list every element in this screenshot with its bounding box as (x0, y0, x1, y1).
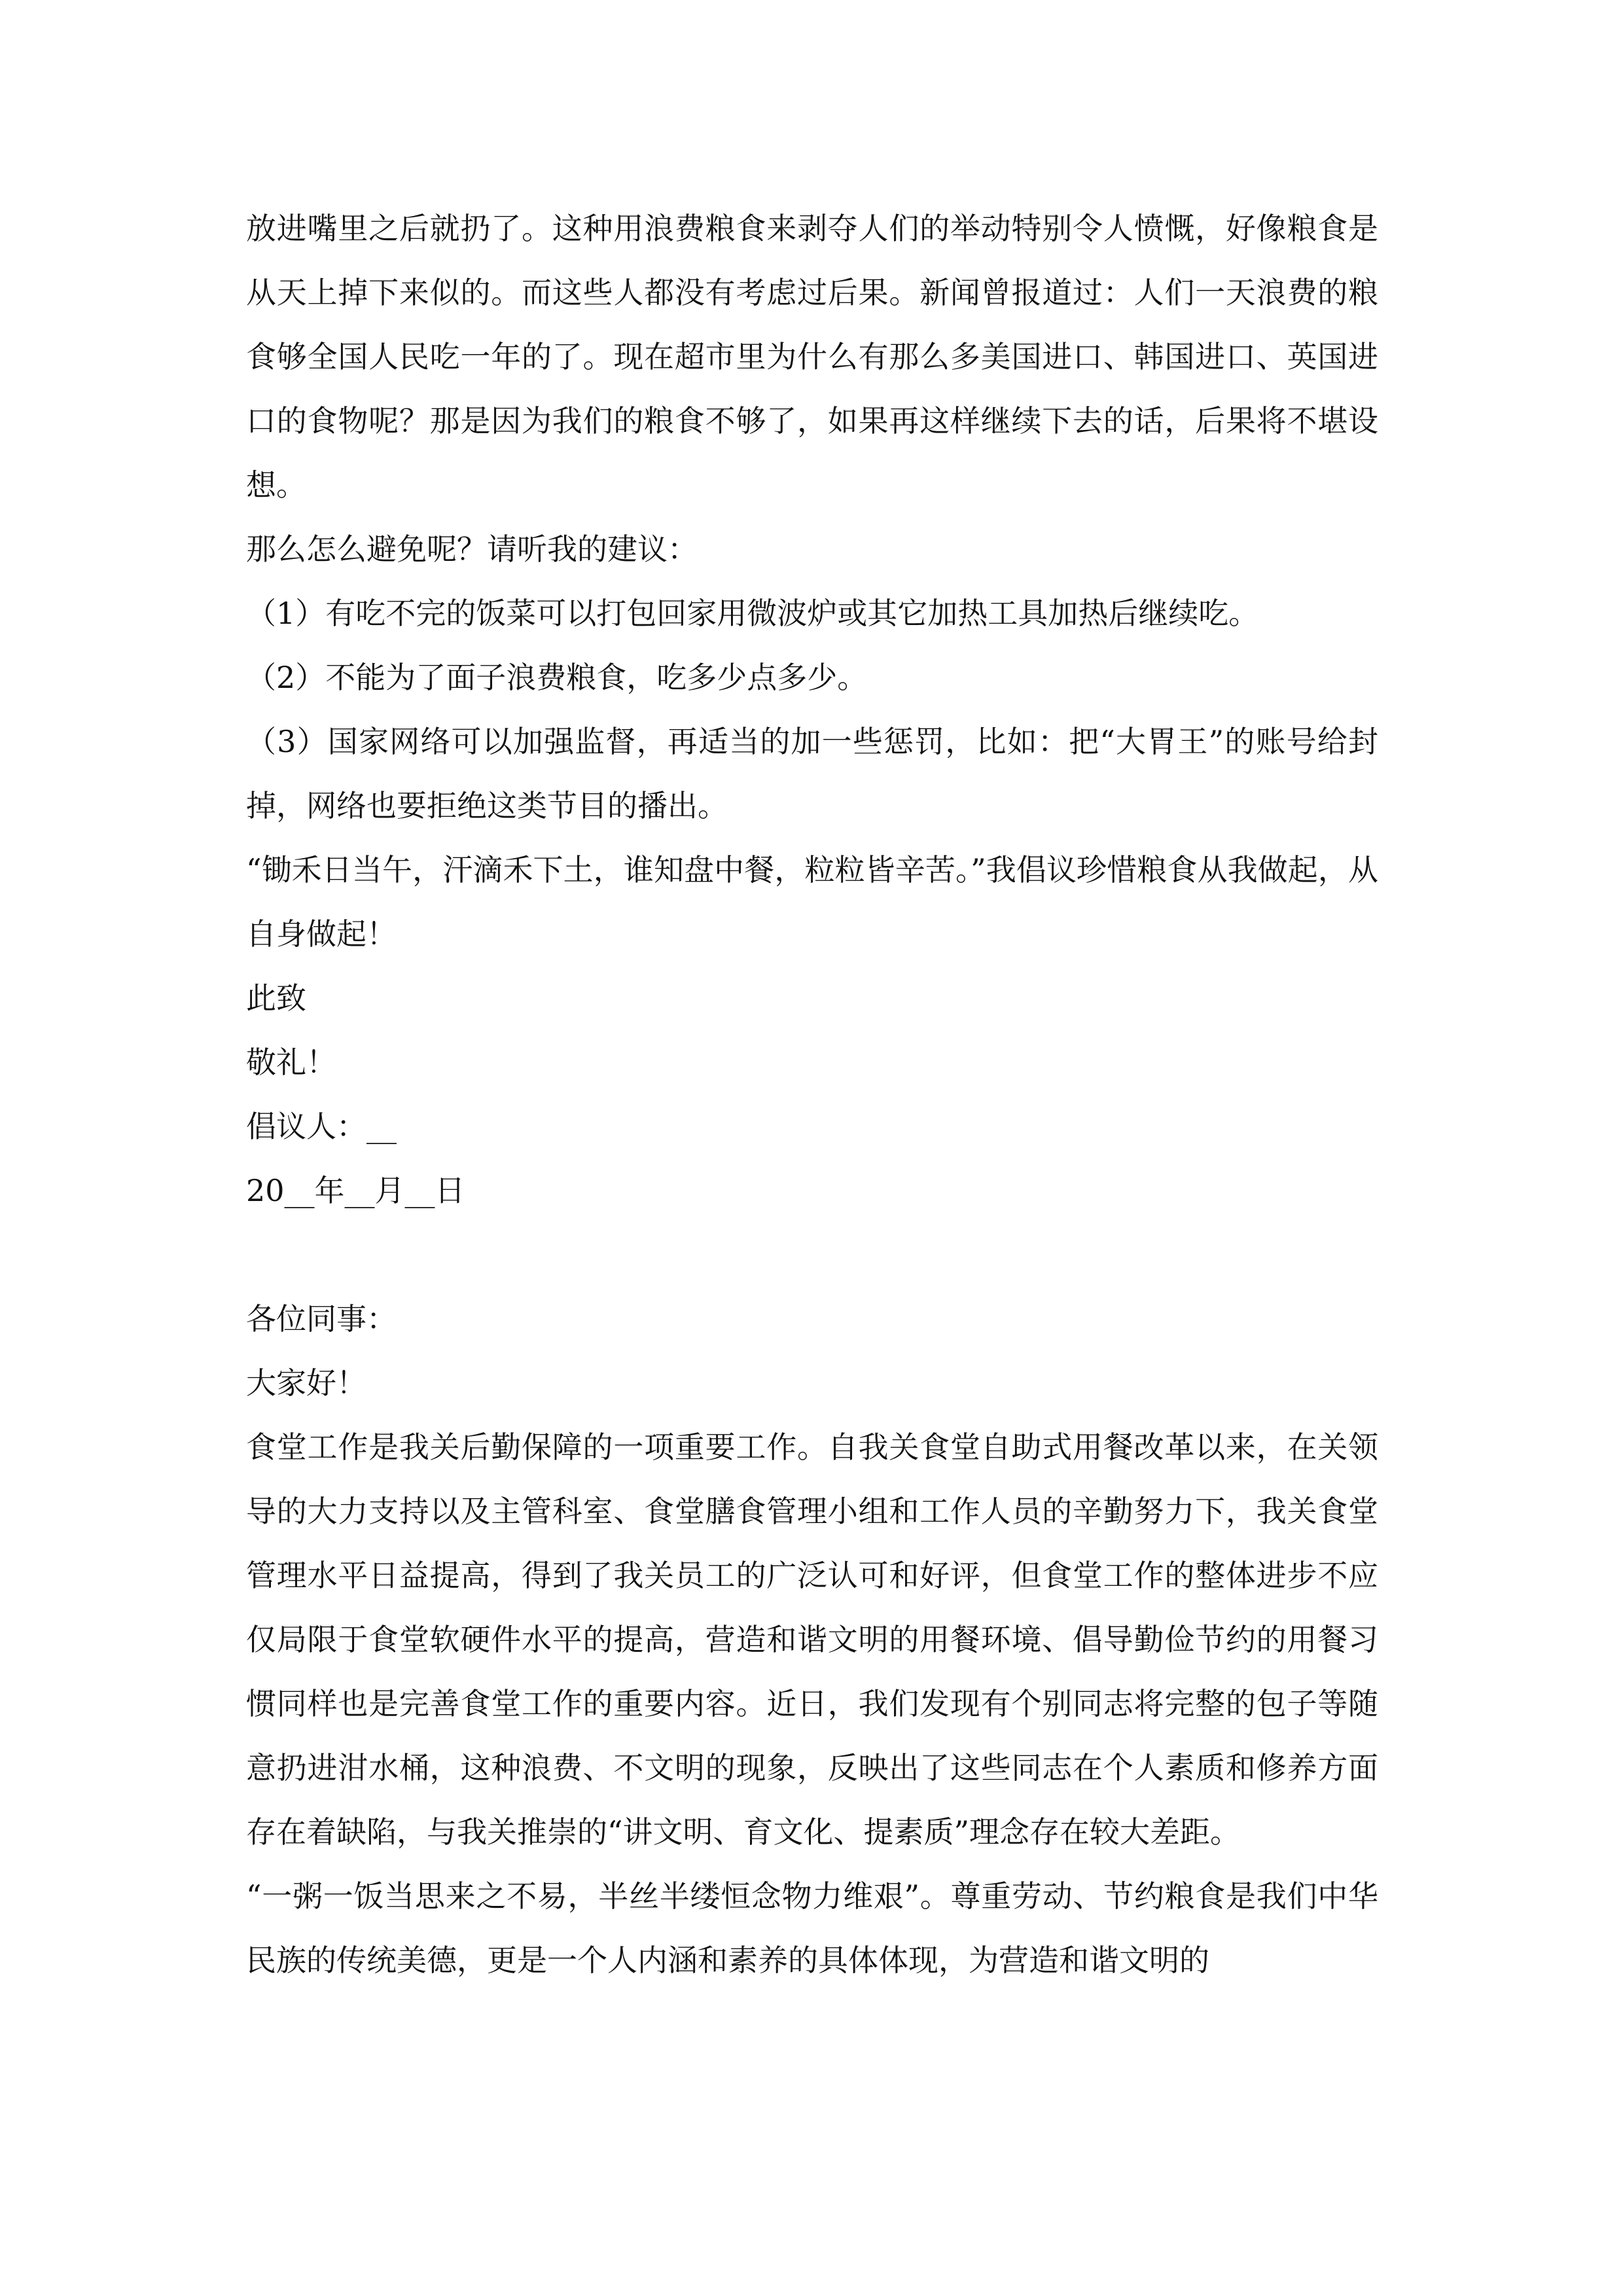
paragraph-canteen-work: 食堂工作是我关后勤保障的一项重要工作。自我关食堂自助式用餐改革以来，在关领导的大力支持以及主管科室、食堂膳食管理小组和工作人员的辛勤努力下，我关食堂管理水平日益提高，得到了我关员工的广泛认可和好评，但食堂工作的整体进步不应仅局限于食堂软硬件水平的提高，营造和谐文明的用餐环境、倡导勤俭节约的用餐习惯同样也是完善食堂工作的重要内容。近日，我们发现有个别同志将完整的包子等随意扔进泔水桶，这种浪费、不文明的现象，反映出了这些同志在个人素质和修养方面存在着缺陷，与我关推崇的“讲文明、育文化、提素质”理念存在较大差距。 (246, 1429, 1378, 1850)
signature-proposer: 倡议人：__ (246, 1109, 397, 1144)
signature-date: 20__年__月__日 (246, 1173, 465, 1208)
section-spacer (246, 1223, 1378, 1287)
suggestion-3: （3）国家网络可以加强监督，再适当的加一些惩罚，比如：把“大胃王”的账号给封掉，网络也要拒绝这类节目的播出。 (246, 724, 1378, 823)
suggestion-2: （2）不能为了面子浪费粮食，吃多少点多少。 (246, 660, 868, 695)
paragraph-suggestion-intro: 那么怎么避免呢？请听我的建议： (246, 531, 698, 567)
suggestion-1: （1）有吃不完的饭菜可以打包回家用微波炉或其它加热工具加热后继续吃。 (246, 596, 1259, 631)
greeting: 大家好！ (246, 1365, 366, 1401)
paragraph-proverb: “一粥一饭当思来之不易，半丝半缕恒念物力维艰”。尊重劳动、节约粮食是我们中华民族的传统美德，更是一个人内涵和素养的具体体现，为营造和谐文明的 (246, 1878, 1378, 1978)
closing-jingli: 敬礼！ (246, 1045, 336, 1080)
document-body (246, 196, 1378, 1992)
closing-cizhi: 此致 (246, 980, 306, 1016)
paragraph-food-waste: 放进嘴里之后就扔了。这种用浪费粮食来剥夺人们的举动特别令人愤慨，好像粮食是从天上掉下来似的。而这些人都没有考虑过后果。新闻曾报道过：人们一天浪费的粮食够全国人民吃一年的了。现在超市里为什么有那么多美国进口、韩国进口、英国进口的食物呢？那是因为我们的粮食不够了，如果再这样继续下去的话，后果将不堪设想。 (246, 211, 1378, 503)
salutation-colleagues: 各位同事： (246, 1301, 397, 1336)
paragraph-poem-call: “锄禾日当午，汗滴禾下土，谁知盘中餐，粒粒皆辛苦。”我倡议珍惜粮食从我做起，从自身做起！ (246, 852, 1378, 952)
